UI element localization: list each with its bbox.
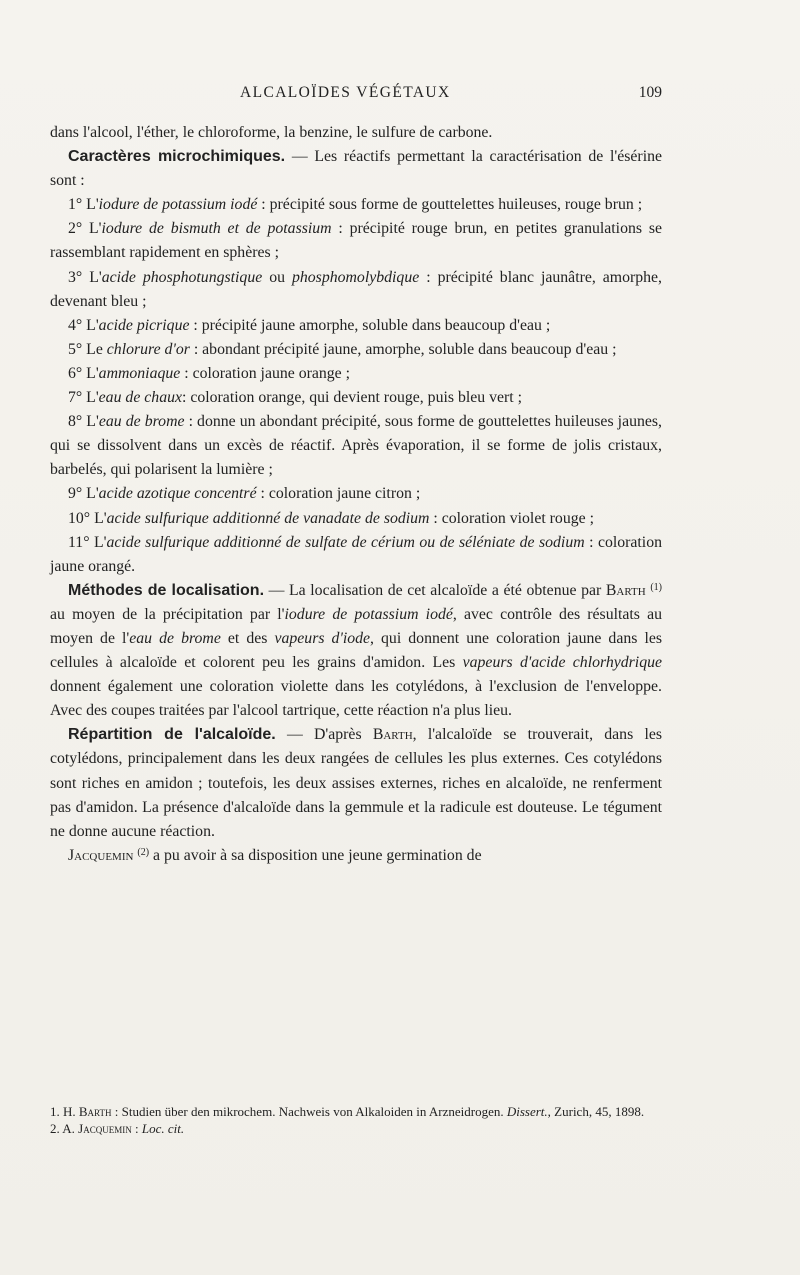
paragraph-continuation: dans l'alcool, l'éther, le chloroforme, la benzine, le sulfure de carbone. [50,124,493,141]
main-text [50,121,662,868]
reagent-item-11: 11° L'acide sulfurique additionné de sulfate de cérium ou de séléniate de sodium : coloration jaune orangé. [50,533,662,575]
footnote-1: 1. H. Barth : Studien über den mikrochem. Nachweis von Alkaloiden in Arzneidrogen. Dissert., Zurich, 45, 1898. [50,1104,645,1119]
footnotes [50,1103,672,1137]
reagent-item-7: 7° L'eau de chaux: coloration orange, qui devient rouge, puis bleu vert ; [68,389,522,407]
reagent-item-8: 8° L'eau de brome : donne un abondant précipité, sous forme de gouttelettes huileuses jaunes, qui se dissolvent dans un excès de réactif. Après évaporation, il se forme de jolis cristaux, barbelés, qui polarisent la lumière ; [50,413,662,479]
reagent-item-2: 2° L'iodure de bismuth et de potassium : précipité rouge brun, en petites granulations se rassemblant rapidement en sphères ; [50,220,662,262]
section-heading-localisation: Méthodes de localisation. [68,581,265,599]
reagent-item-1: 1° L'iodure de potassium iodé : précipité sous forme de gouttelettes huileuses, rouge brun ; [68,196,643,214]
reagent-item-5: 5° Le chlorure d'or : abondant précipité jaune, amorphe, soluble dans beaucoup d'eau ; [68,340,617,358]
footnote-2: 2. A. Jacquemin : Loc. cit. [50,1121,185,1136]
author-name: Barth [605,581,646,599]
reagent-item-9: 9° L'acide azotique concentré : coloration jaune citron ; [68,485,421,503]
paragraph-repartition: Répartition de l'alcaloïde. — D'après Barth, l'alcaloïde se trouverait, dans les cotylédons, principalement dans les deux rangées de cellules les plus externes. Ces cotylédons sont riches en amidon ; toutefois, les deux assises externes, riches en alcaloïde, ne renferment pas d'amidon. La présence d'alcaloïde dans la gemmule et la radicule est douteuse. Le tégument ne donne aucune réaction. [50,726,662,840]
reagent-item-4: 4° L'acide picrique : précipité jaune amorphe, soluble dans beaucoup d'eau ; [68,316,551,334]
footnote-ref: (2) [137,846,150,858]
section-heading-microchemical: Caractères microchimiques. [68,148,286,166]
footnote-ref: (1) [650,581,662,593]
author-name: Jacquemin [68,846,134,864]
author-name: Barth [372,726,413,744]
page-number: 109 [638,84,662,101]
paragraph-jacquemin: Jacquemin $^{(2)}$ a pu avoir à sa disposition une jeune germination de [68,846,482,864]
running-title: ALCALOÏDES VÉGÉTAUX [240,84,451,101]
reagent-item-3: 3° L'acide phosphotungstique ou phosphomolybdique : précipité blanc jaunâtre, amorphe, devenant bleu ; [50,268,662,310]
section-heading-repartition: Répartition de l'alcaloïde. [68,726,276,744]
reagent-item-10: 10° L'acide sulfurique additionné de vanadate de sodium : coloration violet rouge ; [68,509,594,527]
reagent-item-6: 6° L'ammoniaque : coloration jaune orange ; [68,364,351,382]
paragraph-localisation: Méthodes de localisation. — La localisation de cet alcaloïde a été obtenue par Barth $^{(1)}$ au moyen de la précipitation par l'iodure de potassium iodé, avec contrôle des résultats au moyen de l'eau de brome et des vapeurs d'iode, qui donnent une coloration jaune dans les cellules à alcaloïde et colorent peu les grains d'amidon. Les vapeurs d'acide chlorhydrique donnent également une coloration violette dans les cotylédons, à l'exclusion de l'enveloppe. Avec des coupes traitées par l'alcool tartrique, cette réaction n'a plus lieu. [50,581,663,720]
paragraph-microchemical: Caractères microchimiques. — Les réactifs permettant la caractérisation de l'ésérine sont : [50,148,662,190]
